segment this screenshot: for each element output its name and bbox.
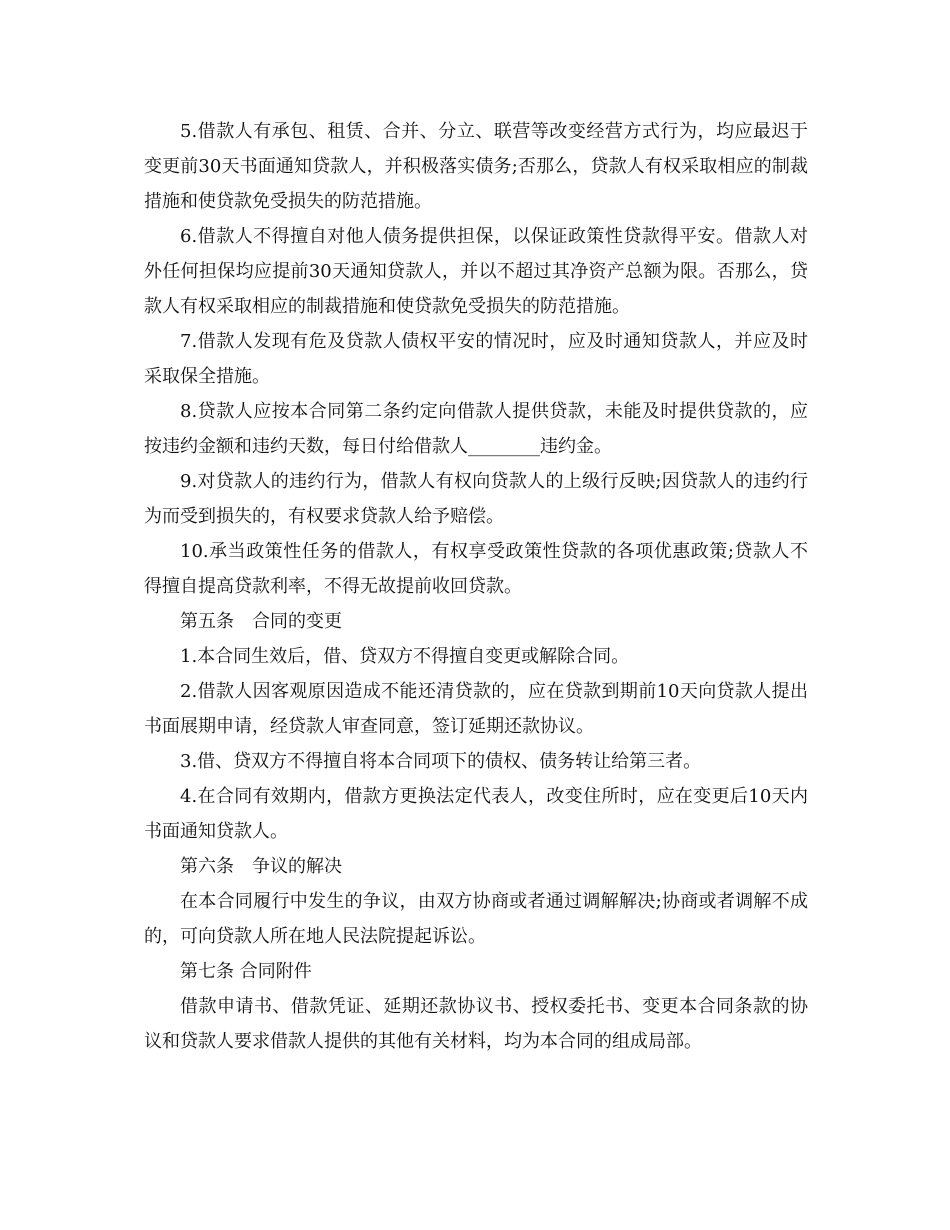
- clause-paragraph: 借款申请书、借款凭证、延期还款协议书、授权委托书、变更本合同条款的协议和贷款人要求借款人提供的其他有关材料，均为本合同的组成局部。: [144, 996, 808, 1052]
- clause-paragraph: 2.借款人因客观原因造成不能还清贷款的，应在贷款到期前10天向贷款人提出书面展期申请，经贷款人审查同意，签订延期还款协议。: [144, 681, 808, 737]
- article-heading: 第五条 合同的变更: [180, 611, 342, 632]
- clause-paragraph: 在本合同履行中发生的争议，由双方协商或者通过调解解决;协商或者调解不成的，可向贷款人所在地人民法院提起诉讼。: [144, 891, 808, 947]
- clause-paragraph: 3.借、贷双方不得擅自将本合同项下的债权、债务转让给第三者。: [180, 751, 702, 772]
- clause-paragraph: 5.借款人有承包、租赁、合并、分立、联营等改变经营方式行为，均应最迟于变更前30天书面通知贷款人，并积极落实债务;否那么，贷款人有权采取相应的制裁措施和使贷款免受损失的防范措施。: [144, 121, 808, 212]
- article-heading: 第七条 合同附件: [180, 961, 312, 982]
- clause-paragraph: 8.贷款人应按本合同第二条约定向借款人提供贷款，未能及时提供贷款的，应按违约金额和违约天数，每日付给借款人________违约金。: [144, 401, 808, 457]
- clause-paragraph: 7.借款人发现有危及贷款人债权平安的情况时，应及时通知贷款人，并应及时采取保全措施。: [144, 331, 808, 387]
- clause-paragraph: 6.借款人不得擅自对他人债务提供担保，以保证政策性贷款得平安。借款人对外任何担保均应提前30天通知贷款人，并以不超过其净资产总额为限。否那么，贷款人有权采取相应的制裁措施和使贷款免受损失的防范措施。: [144, 226, 808, 317]
- clause-paragraph: 10.承当政策性任务的借款人，有权享受政策性贷款的各项优惠政策;贷款人不得擅自提高贷款利率，不得无故提前收回贷款。: [144, 541, 808, 597]
- article-heading: 第六条 争议的解决: [180, 856, 342, 877]
- clause-paragraph: 1.本合同生效后，借、贷双方不得擅自变更或解除合同。: [180, 646, 630, 667]
- clause-paragraph: 9.对贷款人的违约行为，借款人有权向贷款人的上级行反映;因贷款人的违约行为而受到损失的，有权要求贷款人给予赔偿。: [144, 471, 808, 527]
- clause-paragraph: 4.在合同有效期内，借款方更换法定代表人，改变住所时，应在变更后10天内书面通知贷款人。: [144, 786, 808, 842]
- document-page: [144, 114, 808, 1059]
